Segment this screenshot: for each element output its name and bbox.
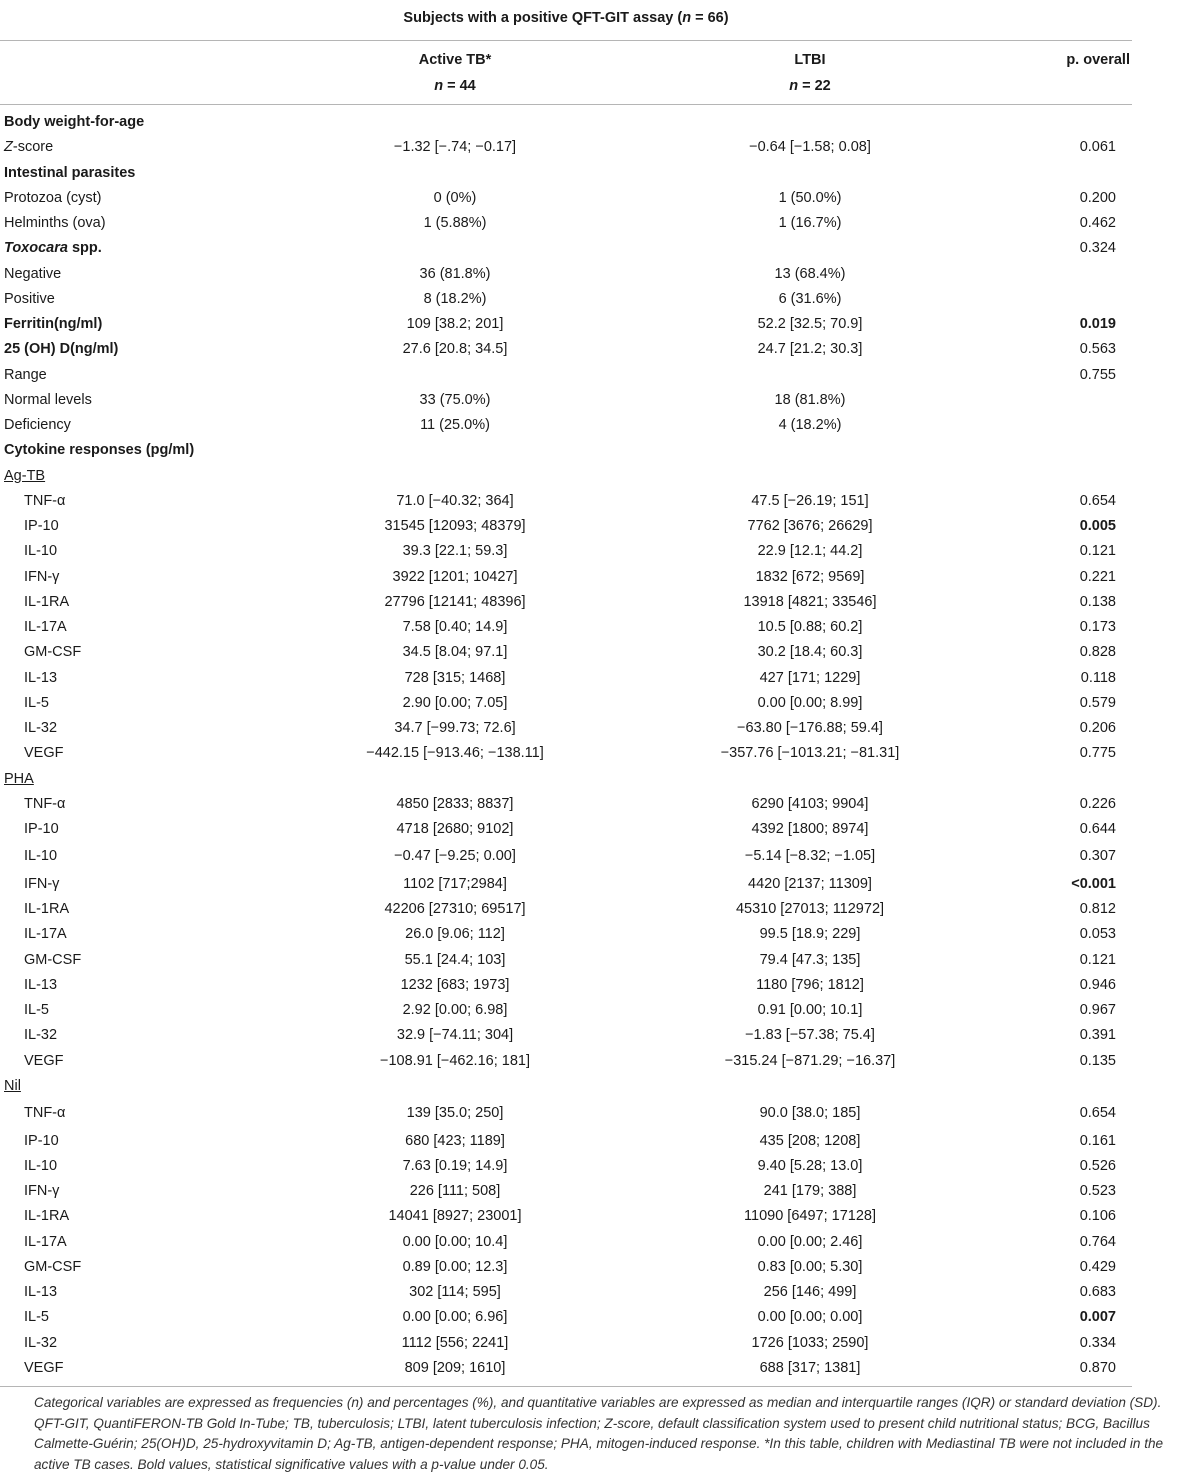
table-row [0, 438, 1132, 463]
cell-active-tb: 7.63 [0.19; 14.9] [402, 1157, 508, 1174]
table-row [0, 948, 1132, 973]
row-label: Normal levels [4, 391, 92, 408]
cell-ltbi: 79.4 [47.3; 135] [759, 951, 861, 968]
header-active-n [335, 73, 575, 99]
row-label: IL-32 [24, 720, 58, 736]
row-label: IL-32 [24, 1334, 58, 1351]
cell-ltbi: 0.91 [0.00; 10.1] [757, 1002, 863, 1018]
cell-p-overall: 0.946 [1079, 976, 1116, 993]
table-row [0, 1356, 1132, 1381]
cell-p-overall: 0.200 [1079, 189, 1116, 206]
cell-ltbi: 99.5 [18.9; 229] [759, 926, 861, 943]
cell-active-tb: 2.92 [0.00; 6.98] [402, 1002, 508, 1018]
header-ltbi-n-value: = 22 [798, 78, 831, 94]
table-row [0, 312, 1132, 337]
row-label: IL-13 [24, 669, 58, 686]
table-row [0, 514, 1132, 539]
table-row [0, 1204, 1132, 1229]
cell-ltbi: −315.24 [−871.29; −16.37] [724, 1052, 896, 1069]
row-label: VEGF [24, 1359, 64, 1376]
cell-ltbi: 427 [171; 1229] [759, 669, 861, 686]
row-label: IL-1RA [24, 1208, 70, 1225]
cell-p-overall: 0.161 [1079, 1132, 1116, 1149]
cell-p-overall: 0.523 [1079, 1183, 1116, 1199]
header-active-n-value: = 44 [443, 78, 476, 94]
row-label: IL-17A [24, 926, 67, 943]
cell-active-tb: 27796 [12141; 48396] [384, 593, 526, 610]
cell-p-overall: 0.828 [1079, 644, 1116, 661]
table-row [0, 1154, 1132, 1179]
cell-ltbi: 11090 [6497; 17128] [744, 1208, 876, 1225]
cell-p-overall: 0.138 [1079, 593, 1116, 610]
cell-p-overall: 0.654 [1079, 1105, 1116, 1121]
table-row [0, 666, 1132, 691]
cell-p-overall: 0.121 [1079, 951, 1116, 968]
row-label: TNF-α [24, 492, 66, 509]
cell-active-tb: 4850 [2833; 8837] [396, 795, 514, 812]
cell-ltbi: 24.7 [21.2; 30.3] [757, 341, 863, 358]
row-label: IL-5 [24, 694, 49, 711]
table-footnote: Categorical variables are expressed as frequencies (n) and percentages (%), and quantitative variables are expressed as median and interquartile ranges (IQR) or standard deviation (SD). QFT-GIT, QuantiFERON-TB Gold In-Tube; TB, tuberculosis; LTBI, latent tuberculosis infection; Z-score, default classification system used to present child nutritional status; BCG, Bacillus Calmette-Guérin; 25(OH)D, 25-hydroxyvitamin D; Ag-TB, antigen-dependent response; PHA, mitogen-induced response. *In this table, children with Mediastinal TB were not included in the active TB cases. Bold values, statistical significative values with a p-value under 0.05. [34, 1395, 1164, 1472]
table-row [0, 897, 1132, 922]
cell-active-tb: 3922 [1201; 10427] [392, 568, 518, 585]
cell-p-overall: 0.118 [1080, 669, 1116, 686]
table-row [0, 539, 1132, 564]
row-label: GM-CSF [24, 1258, 82, 1275]
cell-ltbi: 90.0 [38.0; 185] [759, 1105, 861, 1121]
cell-p-overall: 0.579 [1079, 694, 1116, 711]
cell-ltbi: −63.80 [−176.88; 59.4] [737, 720, 883, 736]
cell-active-tb: 728 [315; 1468] [404, 669, 506, 686]
top-rule [0, 40, 1132, 41]
table-row [0, 388, 1132, 413]
cell-active-tb: 1232 [683; 1973] [400, 976, 510, 993]
cell-p-overall: 0.812 [1079, 901, 1116, 917]
row-label: Nil [4, 1077, 21, 1094]
row-label: IFN-γ [24, 568, 60, 585]
cell-ltbi: 1832 [672; 9569] [755, 568, 865, 585]
table-row [0, 998, 1132, 1023]
caption-n: n [682, 10, 692, 26]
cell-active-tb: 0 (0%) [433, 189, 477, 206]
table-row [0, 565, 1132, 590]
table-body [0, 110, 1132, 1381]
cell-ltbi: 241 [179; 388] [763, 1183, 857, 1199]
table-row [0, 842, 1132, 872]
row-label: Helminths (ova) [4, 215, 106, 231]
cell-active-tb: 8 (18.2%) [423, 290, 487, 307]
caption-prefix: Subjects with a positive QFT-GIT assay ( [403, 10, 683, 26]
cell-active-tb: −0.47 [−9.25; 0.00] [394, 848, 516, 865]
row-label: Body weight-for-age [4, 114, 145, 130]
header-ltbi [690, 47, 930, 99]
cell-active-tb: 1 (5.88%) [423, 215, 487, 231]
cell-active-tb: 27.6 [20.8; 34.5] [402, 341, 508, 358]
row-label: IL-10 [24, 543, 58, 560]
cell-ltbi: 10.5 [0.88; 60.2] [757, 619, 863, 635]
table-row [0, 1129, 1132, 1154]
cell-ltbi: 256 [146; 499] [763, 1284, 857, 1300]
row-label: Toxocara spp. [4, 240, 102, 257]
table-row [0, 792, 1132, 817]
table-row [0, 1305, 1132, 1330]
cell-ltbi: 1180 [796; 1812] [756, 976, 864, 993]
cell-ltbi: −0.64 [−1.58; 0.08] [749, 139, 871, 156]
cell-ltbi: 4 (18.2%) [778, 417, 842, 433]
row-label: Protozoa (cyst) [4, 189, 102, 206]
cell-p-overall: 0.334 [1079, 1334, 1116, 1351]
cell-p-overall: 0.307 [1079, 848, 1116, 865]
table-row [0, 640, 1132, 665]
cell-p-overall: 0.967 [1079, 1002, 1116, 1018]
cell-ltbi: 52.2 [32.5; 70.9] [757, 316, 863, 332]
table-row [0, 1331, 1132, 1356]
cell-p-overall: 0.053 [1079, 926, 1116, 943]
cell-active-tb: 139 [35.0; 250] [406, 1105, 504, 1121]
cell-ltbi: −357.76 [−1013.21; −81.31] [720, 745, 900, 762]
cell-active-tb: −108.91 [−462.16; 181] [380, 1052, 530, 1069]
header-active-tb [335, 47, 575, 99]
table-row [0, 1230, 1132, 1255]
row-label: TNF-α [24, 1105, 66, 1121]
row-label: PHA [4, 770, 34, 787]
table-row [0, 691, 1132, 716]
cell-p-overall: 0.106 [1079, 1208, 1116, 1225]
row-label: Range [4, 366, 47, 383]
table-row [0, 211, 1132, 236]
cell-active-tb: 0.89 [0.00; 12.3] [402, 1258, 508, 1275]
row-label: IL-1RA [24, 901, 70, 917]
bottom-rule [0, 1386, 1132, 1387]
cell-ltbi: 4420 [2137; 11309] [748, 875, 872, 892]
row-label: GM-CSF [24, 951, 82, 968]
row-label: IP-10 [24, 1132, 59, 1149]
cell-active-tb: 14041 [8927; 23001] [388, 1208, 522, 1225]
table-row [0, 716, 1132, 741]
cell-active-tb: 26.0 [9.06; 112] [405, 926, 505, 943]
header-active-n-label: n [434, 78, 444, 94]
cell-p-overall: 0.061 [1079, 139, 1116, 156]
cell-active-tb: 36 (81.8%) [419, 265, 491, 282]
table-row [0, 287, 1132, 312]
cell-active-tb: 1112 [556; 2241] [401, 1334, 509, 1351]
cell-p-overall: 0.173 [1079, 619, 1116, 635]
cell-p-overall: 0.755 [1079, 366, 1116, 383]
cell-p-overall: 0.221 [1079, 568, 1116, 585]
cell-active-tb: 1102 [717;2984] [403, 875, 507, 892]
table-caption [0, 10, 1132, 26]
cell-active-tb: 0.00 [0.00; 6.96] [402, 1309, 508, 1326]
row-label: Ag-TB [4, 467, 46, 484]
cell-p-overall: 0.005 [1079, 518, 1116, 534]
row-label: TNF-α [24, 795, 66, 812]
cell-p-overall: <0.001 [1071, 875, 1116, 892]
row-label: Z-score [4, 139, 54, 156]
table-row [0, 337, 1132, 362]
header-p-title: p. overall [1066, 52, 1130, 68]
table-row [0, 741, 1132, 766]
cell-p-overall: 0.462 [1079, 215, 1116, 231]
cell-active-tb: 71.0 [−40.32; 364] [396, 492, 514, 509]
row-label: IL-17A [24, 1233, 67, 1250]
cell-ltbi: 1 (16.7%) [778, 215, 842, 231]
row-label: IL-13 [24, 976, 58, 993]
cell-p-overall: 0.121 [1079, 543, 1116, 560]
table-row [0, 872, 1132, 897]
cell-p-overall: 0.764 [1079, 1233, 1116, 1250]
row-label: IL-5 [24, 1309, 49, 1326]
cell-ltbi: 47.5 [−26.19; 151] [751, 492, 869, 509]
cell-ltbi: −5.14 [−8.32; −1.05] [744, 848, 876, 865]
table-row [0, 489, 1132, 514]
header-ltbi-n-label: n [789, 78, 799, 94]
row-label: IP-10 [24, 518, 59, 534]
table-row [0, 135, 1132, 160]
cell-ltbi: 45310 [27013; 112972] [735, 901, 885, 917]
cell-ltbi: 13 (68.4%) [774, 265, 846, 282]
table-row [0, 161, 1132, 186]
row-label: VEGF [24, 745, 64, 762]
table-row [0, 464, 1132, 489]
caption-suffix: = 66) [691, 10, 729, 26]
cell-active-tb: 39.3 [22.1; 59.3] [402, 543, 508, 560]
row-label: IL-17A [24, 619, 67, 635]
table-row [0, 1099, 1132, 1129]
row-label: Intestinal parasites [4, 164, 136, 181]
cell-p-overall: 0.019 [1079, 316, 1116, 332]
cell-active-tb: 34.7 [−99.73; 72.6] [394, 720, 516, 736]
table-row [0, 615, 1132, 640]
table-row [0, 922, 1132, 947]
cell-p-overall: 0.654 [1079, 492, 1116, 509]
table-row [0, 262, 1132, 287]
row-label: IP-10 [24, 821, 59, 837]
row-label: IL-5 [24, 1002, 49, 1018]
table-row [0, 1049, 1132, 1074]
cell-ltbi: 0.00 [0.00; 2.46] [757, 1233, 863, 1250]
cell-ltbi: 688 [317; 1381] [759, 1359, 861, 1376]
row-label: GM-CSF [24, 644, 82, 661]
row-label: IL-1RA [24, 593, 70, 610]
table-row [0, 1255, 1132, 1280]
cell-active-tb: 4718 [2680; 9102] [396, 821, 514, 837]
cell-p-overall: 0.775 [1079, 745, 1116, 762]
table-row [0, 973, 1132, 998]
cell-ltbi: 435 [208; 1208] [759, 1132, 861, 1149]
header-ltbi-title: LTBI [794, 52, 826, 68]
cell-p-overall: 0.206 [1079, 720, 1116, 736]
cell-active-tb: 809 [209; 1610] [404, 1359, 506, 1376]
header-rule [0, 104, 1132, 105]
table-row [0, 186, 1132, 211]
row-label: IL-13 [24, 1284, 58, 1300]
cell-active-tb: 11 (25.0%) [420, 417, 490, 433]
cell-p-overall: 0.563 [1079, 341, 1116, 358]
cell-p-overall: 0.324 [1079, 240, 1116, 257]
cell-p-overall: 0.391 [1079, 1027, 1116, 1044]
row-label: IL-10 [24, 848, 58, 865]
header-active-title: Active TB* [418, 52, 492, 68]
cell-active-tb: −442.15 [−913.46; −138.11] [366, 745, 544, 762]
cell-p-overall: 0.526 [1079, 1157, 1116, 1174]
cell-active-tb: 302 [114; 595] [409, 1284, 501, 1300]
table-row [0, 590, 1132, 615]
table-row [0, 363, 1132, 388]
cell-ltbi: 0.83 [0.00; 5.30] [757, 1258, 863, 1275]
cell-ltbi: 9.40 [5.28; 13.0] [757, 1157, 863, 1174]
row-label: Negative [4, 265, 62, 282]
row-label: IL-32 [24, 1027, 58, 1044]
cell-active-tb: 42206 [27310; 69517] [384, 901, 526, 917]
cell-active-tb: 31545 [12093; 48379] [384, 518, 526, 534]
row-label: Ferritin(ng/ml) [4, 316, 103, 332]
table-row [0, 817, 1132, 842]
table-row [0, 1179, 1132, 1204]
cell-ltbi: 1726 [1033; 2590] [751, 1334, 869, 1351]
cell-ltbi: 0.00 [0.00; 8.99] [757, 694, 863, 711]
table-row [0, 1023, 1132, 1048]
cell-p-overall: 0.644 [1079, 821, 1116, 837]
cell-active-tb: 109 [38.2; 201] [406, 316, 504, 332]
cell-active-tb: 32.9 [−74.11; 304] [396, 1027, 514, 1044]
row-label: VEGF [24, 1052, 64, 1069]
row-label: IL-10 [24, 1157, 58, 1174]
cell-active-tb: −1.32 [−.74; −0.17] [393, 139, 517, 156]
cell-ltbi: 18 (81.8%) [774, 391, 846, 408]
cell-active-tb: 34.5 [8.04; 97.1] [402, 644, 508, 661]
table-row [0, 767, 1132, 792]
cell-ltbi: 0.00 [0.00; 0.00] [757, 1309, 863, 1326]
cell-active-tb: 680 [423; 1189] [405, 1132, 505, 1149]
cell-ltbi: 30.2 [18.4; 60.3] [757, 644, 863, 661]
cell-p-overall: 0.135 [1079, 1052, 1116, 1069]
cell-ltbi: 7762 [3676; 26629] [747, 518, 873, 534]
row-label: Cytokine responses (pg/ml) [4, 442, 195, 459]
cell-p-overall: 0.226 [1079, 795, 1116, 812]
cell-ltbi: 13918 [4821; 33546] [743, 593, 877, 610]
cell-active-tb: 0.00 [0.00; 10.4] [402, 1233, 508, 1250]
row-label: Positive [4, 290, 55, 307]
row-label: 25 (OH) D(ng/ml) [4, 341, 119, 358]
row-label: Deficiency [4, 417, 71, 433]
cell-ltbi: −1.83 [−57.38; 75.4] [745, 1027, 875, 1044]
cell-p-overall: 0.870 [1079, 1359, 1116, 1376]
cell-active-tb: 33 (75.0%) [419, 391, 491, 408]
cell-ltbi: 4392 [1800; 8974] [751, 821, 869, 837]
cell-active-tb: 7.58 [0.40; 14.9] [402, 619, 508, 635]
table-row [0, 1280, 1132, 1305]
cell-p-overall: 0.683 [1079, 1284, 1116, 1300]
header-p-overall [1030, 47, 1130, 73]
cell-ltbi: 6 (31.6%) [778, 290, 842, 307]
cell-active-tb: 2.90 [0.00; 7.05] [402, 694, 508, 711]
table-row [0, 1074, 1132, 1099]
header-ltbi-n [690, 73, 930, 99]
row-label: IFN-γ [24, 1183, 60, 1199]
cell-active-tb: 226 [111; 508] [409, 1183, 501, 1199]
cell-active-tb: 55.1 [24.4; 103] [404, 951, 506, 968]
cell-p-overall: 0.007 [1079, 1309, 1116, 1326]
cell-ltbi: 22.9 [12.1; 44.2] [757, 543, 863, 560]
table-row [0, 236, 1132, 261]
table-row [0, 413, 1132, 438]
row-label: IFN-γ [24, 875, 60, 892]
cell-ltbi: 6290 [4103; 9904] [751, 795, 869, 812]
table-row [0, 110, 1132, 135]
cell-ltbi: 1 (50.0%) [778, 189, 842, 206]
cell-p-overall: 0.429 [1079, 1258, 1116, 1275]
